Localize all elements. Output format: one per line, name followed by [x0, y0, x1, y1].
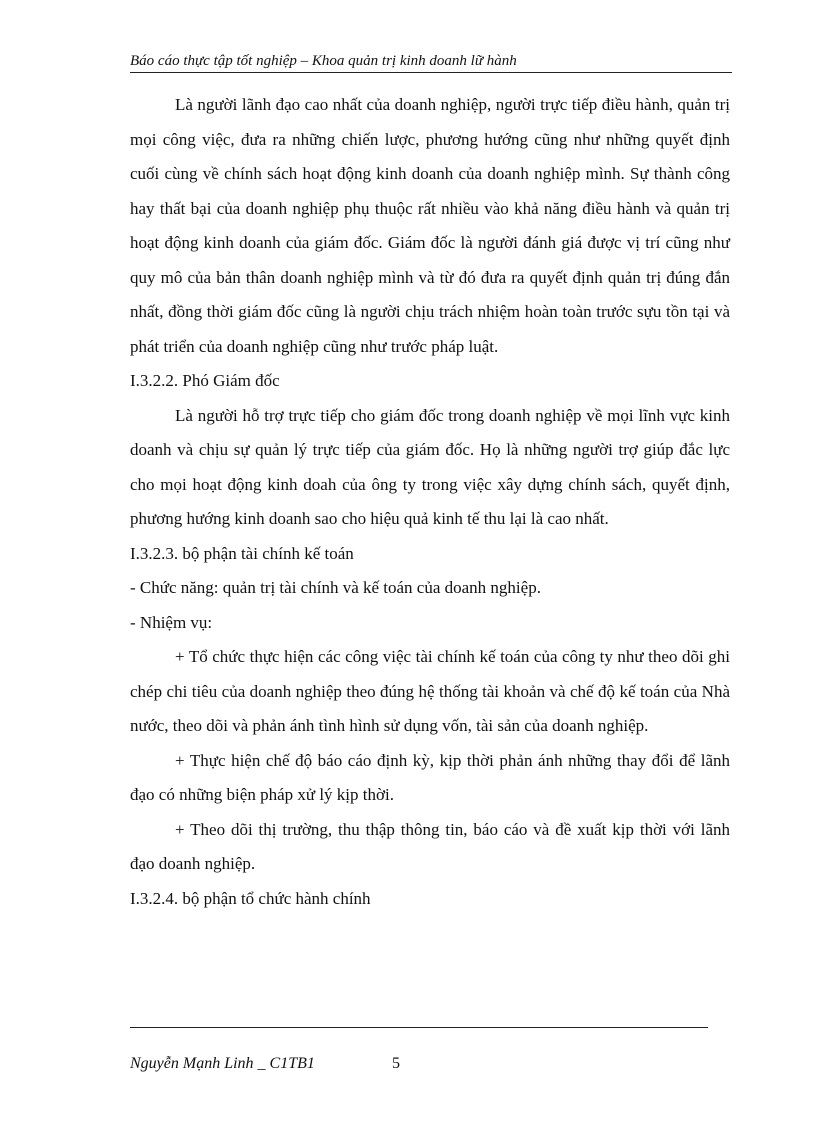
- page-number: 5: [392, 1055, 400, 1072]
- duty-item-3: + Theo dõi thị trường, thu thập thông tin, báo cáo và đề xuất kịp thời với lãnh đạo doanh nghiệp.: [130, 819, 730, 873]
- header-title: Báo cáo thực tập tốt nghiệp – Khoa quản trị kinh doanh lữ hành: [130, 53, 517, 69]
- duty-item-1: + Tổ chức thực hiện các công việc tài chính kế toán của công ty như theo dõi ghi chép chi tiêu của doanh nghiệp theo đúng hệ thống tài khoản và chế độ kế toán của Nhà nước, theo dõi và phản ánh tình hình sử dụng vốn, tài sản của doanh nghiệp.: [130, 647, 730, 735]
- duty-label: - Nhiệm vụ:: [130, 612, 213, 632]
- section-heading-accounting: I.3.2.3. bộ phận tài chính kế toán: [130, 543, 354, 563]
- section-heading-deputy-director: I.3.2.2. Phó Giám đốc: [130, 371, 280, 390]
- page-header: [130, 52, 732, 73]
- footer-author: Nguyễn Mạnh Linh _ C1TB1: [130, 1055, 315, 1072]
- paragraph-deputy-director: Là người hỗ trợ trực tiếp cho giám đốc trong doanh nghiệp về mọi lĩnh vực kinh doanh và chịu sự quản lý trực tiếp của giám đốc. Họ là những người trợ giúp đắc lực cho mọi hoạt động kinh doah của ông ty trong việc xây dựng chính sách, quyết định, phương hướng kinh doanh sao cho hiệu quả kinh tế thu lại là cao nhất.: [130, 405, 730, 528]
- paragraph-director: Là người lãnh đạo cao nhất của doanh nghiệp, người trực tiếp điều hành, quản trị mọi công việc, đưa ra những chiến lược, phương hướng cũng như những quyết định cuối cùng về chính sách hoạt động kinh doanh của doanh nghiệp mình. Sự thành công hay thất bại của doanh nghiệp phụ thuộc rất nhiều vào khả năng điều hành và quản trị hoạt động kinh doanh của giám đốc. Giám đốc là người đánh giá được vị trí cũng như quy mô của bản thân doanh nghiệp mình và từ đó đưa ra quyết định quản trị đúng đắn nhất, đồng thời giám đốc cũng là người chịu trách nhiệm hoàn toàn trước sựu tồn tại và phát triển của doanh nghiệp cũng như trước pháp luật.: [130, 95, 730, 356]
- document-body: [130, 88, 730, 916]
- section-heading-admin: I.3.2.4. bộ phận tổ chức hành chính: [130, 888, 371, 908]
- function-line: - Chức năng: quản trị tài chính và kế toán của doanh nghiệp.: [130, 578, 541, 597]
- duty-item-2: + Thực hiện chế độ báo cáo định kỳ, kịp thời phản ánh những thay đổi để lãnh đạo có những biện pháp xử lý kịp thời.: [130, 750, 730, 804]
- footer-divider: [130, 1027, 708, 1028]
